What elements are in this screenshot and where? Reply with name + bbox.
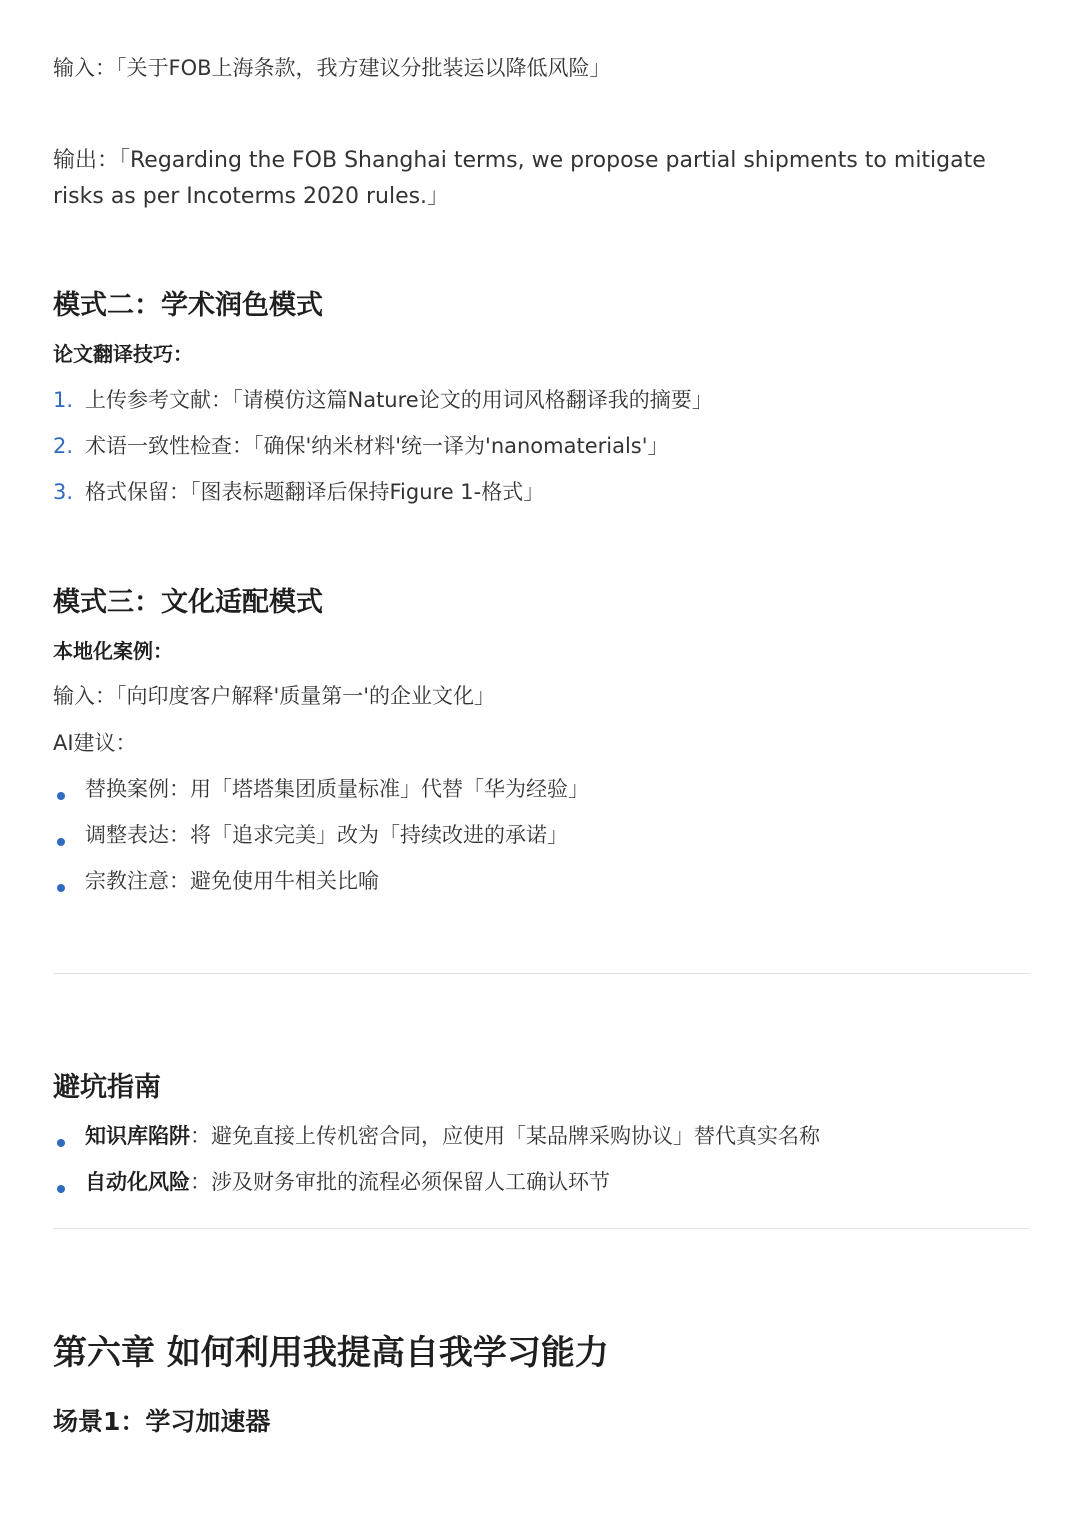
bullet-text: ：涉及财务审批的流程必须保留人工确认环节 [190,1170,610,1194]
list-item [53,429,669,464]
divider [53,1228,1030,1229]
bullet-text: 调整表达：将「追求完美」改为「持续改进的承诺」 [85,823,568,847]
example-input-line: 输入：「关于FOB上海条款，我方建议分批装运以降低风险」 [53,56,611,80]
list-number: 3. [53,480,74,504]
list-item-text: 上传参考文献：「请模仿这篇Nature论文的用词风格翻译我的摘要」 [85,388,713,412]
bullet-text: 替换案例：用「塔塔集团质量标准」代替「华为经验」 [85,777,589,801]
mode3-input-line: 输入：「向印度客户解释'质量第一'的企业文化」 [53,684,496,708]
bullet-item [53,1119,820,1154]
bullet-item [53,864,379,899]
list-number: 2. [53,434,74,458]
bullet-text: 宗教注意：避免使用牛相关比喻 [85,869,379,893]
bullet-term: 自动化风险 [85,1170,190,1194]
mode2-subheading: 论文翻译技巧： [53,342,193,366]
chapter-title: 第六章 如何利用我提高自我学习能力 [53,1333,609,1373]
list-item-text: 术语一致性检查：「确保'纳米材料'统一译为'nanomaterials'」 [85,434,669,458]
list-number: 1. [53,388,74,412]
list-item [53,383,713,418]
bullet-item [53,772,589,807]
pitfalls-heading: 避坑指南 [53,1072,161,1103]
mode3-heading: 模式三：文化适配模式 [53,587,323,618]
mode3-subheading: 本地化案例： [53,639,173,663]
bullet-term: 知识库陷阱 [85,1124,190,1148]
list-item [53,475,544,510]
divider [53,973,1030,974]
bullet-text: ：避免直接上传机密合同，应使用「某品牌采购协议」替代真实名称 [190,1124,820,1148]
scene-heading: 场景1：学习加速器 [53,1407,271,1436]
example-output-paragraph: 输出：「Regarding the FOB Shanghai terms, we propose partial shipments to mitigate risks as per Incoterms 2020 rules.」 [53,148,986,209]
mode2-heading: 模式二：学术润色模式 [53,290,323,321]
bullet-item [53,818,568,853]
bullet-item [53,1165,610,1200]
list-item-text: 格式保留：「图表标题翻译后保持Figure 1-格式」 [85,480,545,504]
ai-suggestion-label: AI建议： [53,731,137,755]
